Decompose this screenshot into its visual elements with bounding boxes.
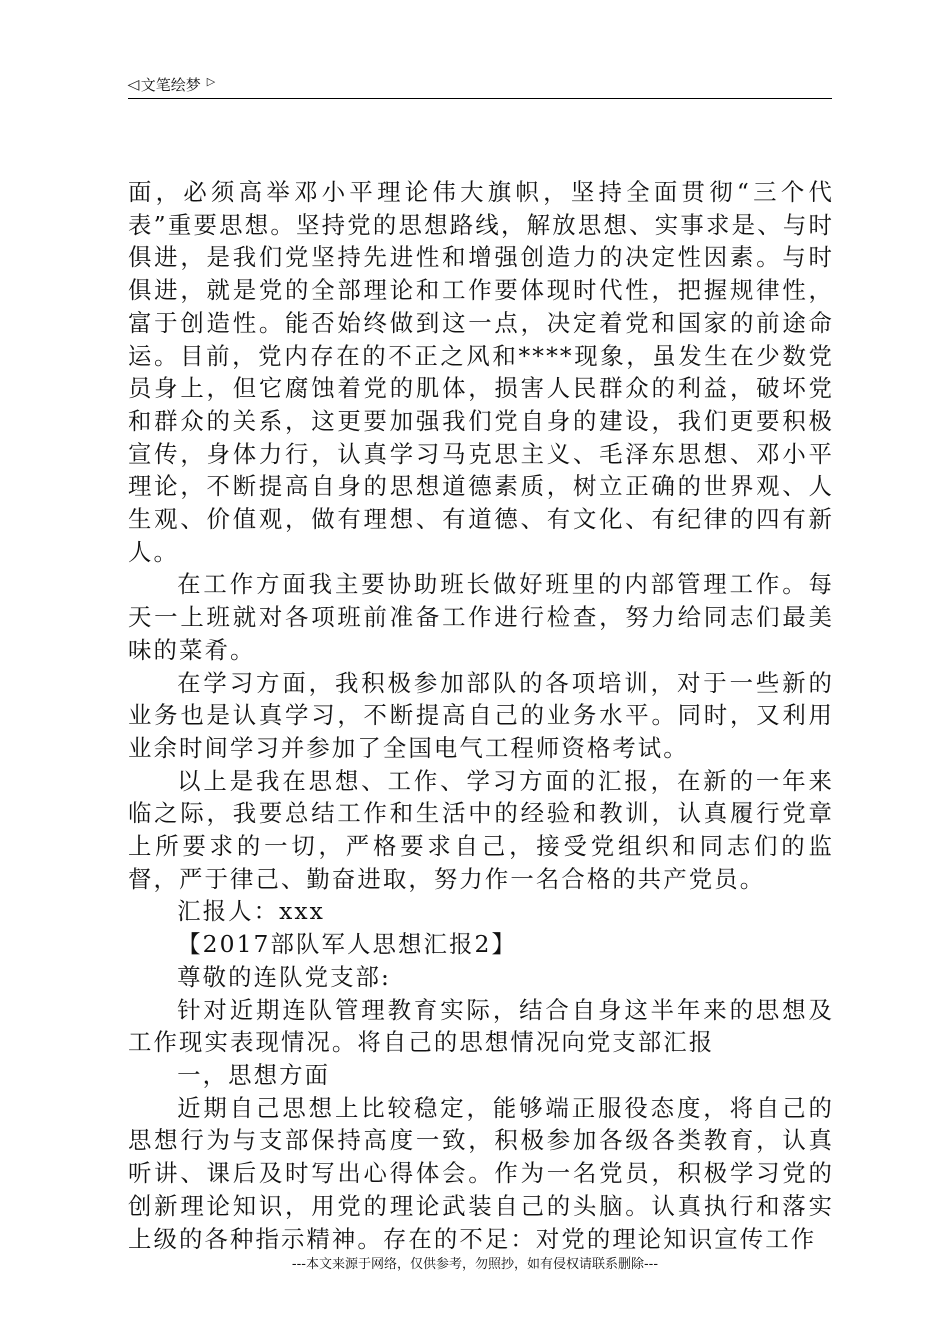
paragraph: 针对近期连队管理教育实际，结合自身这半年来的思想及工作现实表现情况。将自己的思想情况向党支部汇报: [128, 995, 834, 1057]
document-body: [128, 176, 834, 1255]
reporter-line: 汇报人：xxx: [177, 897, 325, 926]
paragraph: 在学习方面，我积极参加部队的各项培训，对于一些新的业务也是认真学习，不断提高自己的业务水平。同时，又利用业余时间学习并参加了全国电气工程师资格考试。: [128, 668, 834, 762]
paragraph: 面，必须高举邓小平理论伟大旗帜，坚持全面贯彻“三个代表”重要思想。坚持党的思想路线，解放思想、实事求是、与时俱进，是我们党坚持先进性和增强创造力的决定性因素。与时俱进，就是党的全部理论和工作要体现时代性，把握规律性，富于创造性。能否始终做到这一点，决定着党和国家的前途命运。目前，党内存在的不正之风和****现象，虽发生在少数党员身上，但它腐蚀着党的肌体，损害人民群众的利益，破坏党和群众的关系，这更要加强我们党自身的建设，我们更要积极宣传，身体力行，认真学习马克思主义、毛泽东思想、邓小平理论，不断提高自身的思想道德素质，树立正确的世界观、人生观、价值观，做有理想、有道德、有文化、有纪律的四有新人。: [128, 178, 834, 566]
page-header: [128, 72, 832, 99]
paragraph: 以上是我在思想、工作、学习方面的汇报，在新的一年来临之际，我要总结工作和生活中的经验和教训，认真履行党章上所要求的一切，严格要求自己，接受党组织和同志们的监督，严于律己、勤奋进取，努力作一名合格的共产党员。: [128, 766, 834, 893]
salutation: 尊敬的连队党支部:: [177, 962, 392, 991]
paragraph: 在工作方面我主要协助班长做好班里的内部管理工作。每天一上班就对各项班前准备工作进行检查，努力给同志们最美味的菜肴。: [128, 570, 834, 664]
triangle-right-icon: ▷: [206, 75, 216, 88]
page-footer: ---本文来源于网络，仅供参考，勿照抄，如有侵权请联系删除---: [291, 1257, 659, 1272]
header-brand: [128, 74, 215, 95]
section-title: 【2017部队军人思想汇报2】: [177, 930, 517, 959]
triangle-left-icon: ◁: [127, 76, 140, 93]
subsection-heading: 一，思想方面: [177, 1060, 331, 1089]
paragraph: 近期自己思想上比较稳定，能够端正服役态度，将自己的思想行为与支部保持高度一致，积极参加各级各类教育，认真听讲、课后及时写出心得体会。作为一名党员，积极学习党的创新理论知识，用党的理论武装自己的头脑。认真执行和落实上级的各种指示精神。存在的不足：对党的理论知识宣传工作: [128, 1093, 834, 1253]
brand-name: 文笔绘梦: [140, 76, 201, 94]
